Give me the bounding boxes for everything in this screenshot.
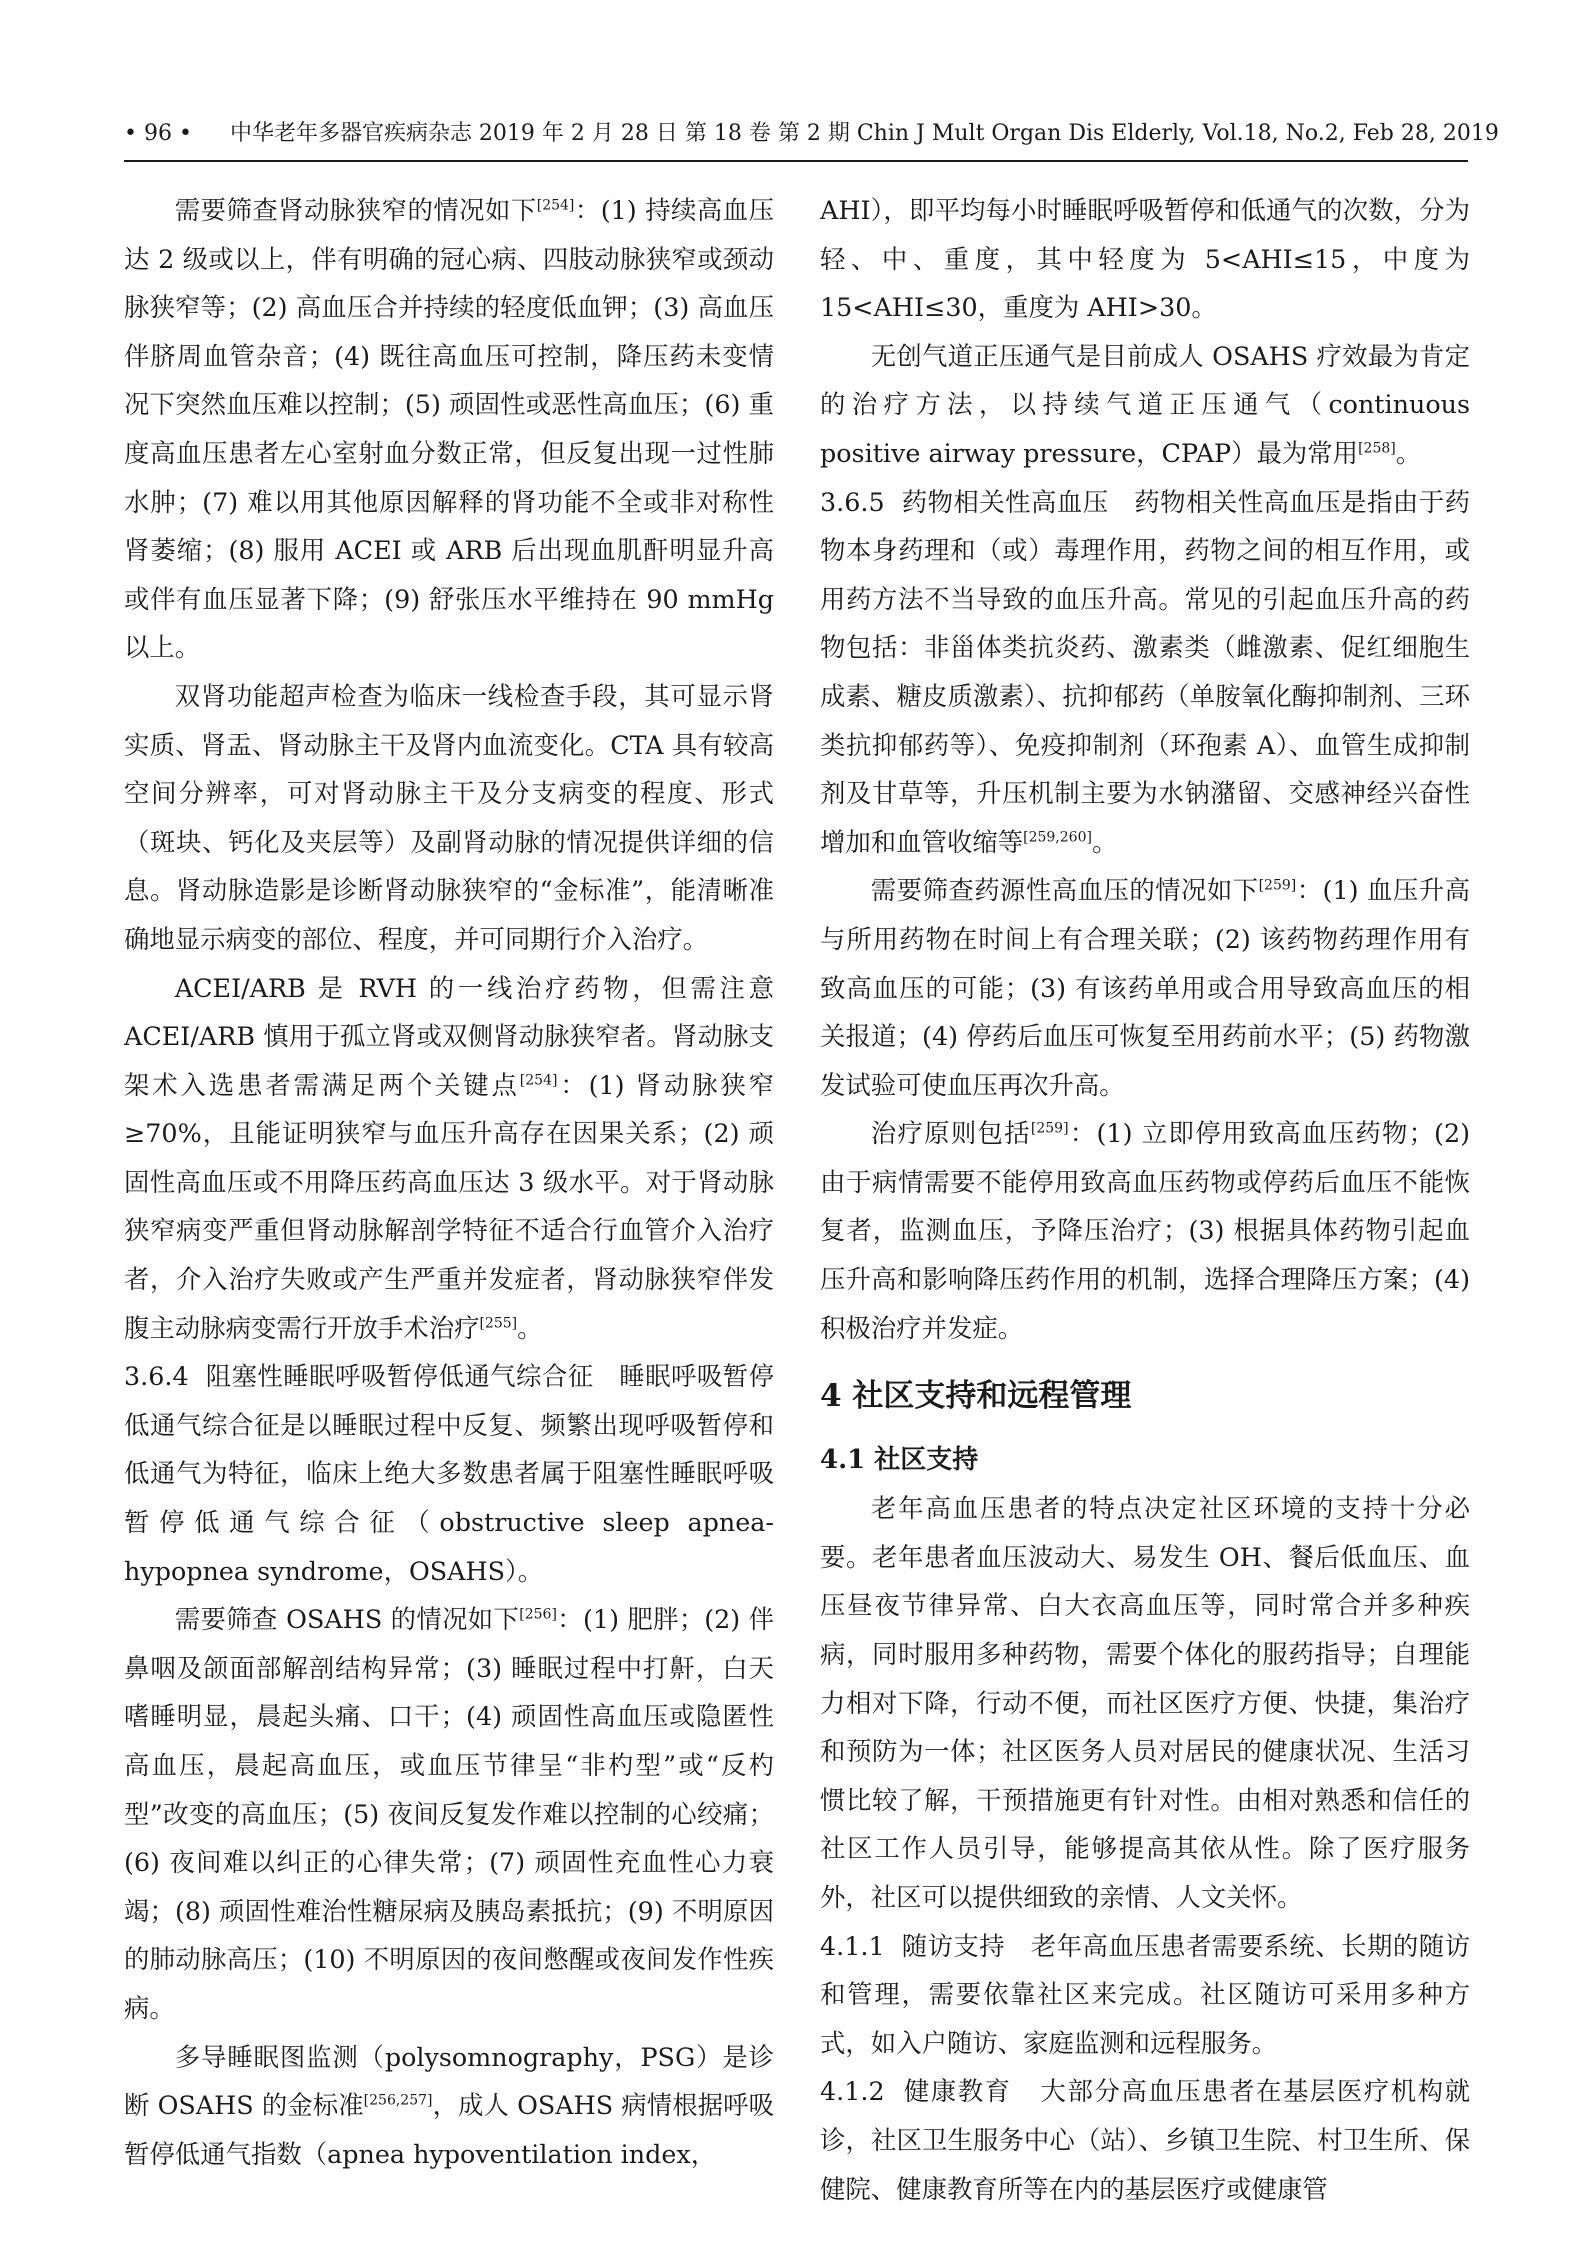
right-column [820, 186, 1470, 2213]
paragraph-renal-treatment: ACEI/ARB 是 RVH 的一线治疗药物，但需注意 ACEI/ARB 慎用于孤立肾或双侧肾动脉狭窄者。肾动脉支架术入选患者需满足两个关键点[254]：(1) 肾动脉狭窄≥70%，且能证明狭窄与血压升高存在因果关系；(2) 顽固性高血压或不用降压药高血压达 3 级水平。对于肾动脉狭窄病变严重但肾动脉解剖学特征不适合行血管介入治疗者，介入治疗失败或产生严重并发症者，肾动脉狭窄伴发腹主动脉病变需行开放手术治疗[255]。 [124, 972, 774, 1343]
page-number: • 96 • [124, 121, 192, 146]
section-title: 药物相关性高血压 [901, 486, 1109, 517]
citation-marker: [255] [479, 1315, 518, 1332]
section-4-1-1 [820, 1922, 1470, 2068]
paragraph-drug-screening: 需要筛查药源性高血压的情况如下[259]：(1) 血压升高与所用药物在时间上有合理关联；(2) 该药物药理作用有致高血压的可能；(3) 有该药单用或合用导致高血压的相关报道；(4) 停药后血压可恢复至用药前水平；(5) 药物激发试验可使血压再次升高。 [820, 875, 1470, 1100]
paragraph-community-support: 老年高血压患者的特点决定社区环境的支持十分必要。老年患者血压波动大、易发生 OH、餐后低血压、血压昼夜节律异常、白大衣高血压等，同时常合并多种疾病，同时服用多种药物，需要个体化的服药指导；自理能力相对下降，行动不便，而社区医疗方便、快捷，集治疗和预防为一体；社区医务人员对居民的健康状况、生活习惯比较了解，干预措施更有针对性。由相对熟悉和信任的社区工作人员引导，能够提高其依从性。除了医疗服务外，社区可以提供细致的亲情、人文关怀。 [820, 1493, 1470, 1912]
citation-marker: [256,257] [363, 2092, 433, 2109]
section-number: 4.1.1 [820, 1930, 885, 1961]
paragraph-treatment-principles: 治疗原则包括[259]：(1) 立即停用致高血压药物；(2) 由于病情需要不能停用致高血压药物或停药后血压不能恢复者，监测血压，予降压治疗；(3) 根据具体药物引起血压升高和影响降压药作用的机制，选择合理降压方案；(4) 积极治疗并发症。 [820, 1118, 1471, 1343]
section-title: 阻塞性睡眠呼吸暂停低通气综合征 [205, 1361, 594, 1392]
section-text: 大部分高血压患者在基层医疗机构就诊，社区卫生服务中心（站）、乡镇卫生院、村卫生所、保健院、健康教育所等在内的基层医疗或健康管 [820, 2076, 1471, 2204]
section-text: 药物相关性高血压是指由于药物本身药理和（或）毒理作用，药物之间的相互作用，或用药方法不当导致的血压升高。常见的引起血压升高的药物包括：非甾体类抗炎药、激素类（雌激素、促红细胞生成素、糖皮质激素）、抗抑郁药（单胺氧化酶抑制剂、三环类抗抑郁药等）、免疫抑制剂（环孢素 A）、血管生成抑制剂及甘草等，升压机制主要为水钠潴留、交感神经兴奋性增加和血管收缩等[259,260]。 [820, 486, 1470, 857]
section-3-6-5 [820, 478, 1470, 867]
section-text: 老年高血压患者需要系统、长期的随访和管理，需要依靠社区来完成。社区随访可采用多种方式，如入户随访、家庭监测和远程服务。 [820, 1930, 1470, 2058]
citation-marker: [259] [1030, 1120, 1069, 1137]
section-number: 3.6.5 [820, 486, 885, 517]
section-title: 健康教育 [903, 2076, 1012, 2107]
running-header [124, 118, 1499, 162]
citation-marker: [254] [519, 1072, 558, 1089]
paragraph-renal-screening: 需要筛查肾动脉狭窄的情况如下[254]：(1) 持续高血压达 2 级或以上，伴有明确的冠心病、四肢动脉狭窄或颈动脉狭窄等；(2) 高血压合并持续的轻度低血钾；(3) 高血压伴脐周血管杂音；(4) 既往高血压可控制，降压药未变情况下突然血压难以控制；(5) 顽固性或恶性高血压；(6) 重度高血压患者左心室射血分数正常，但反复出现一过性肺水肿；(7) 难以用其他原因解释的肾功能不全或非对称性肾萎缩；(8) 服用 ACEI 或 ARB 后出现血肌酐明显升高或伴有血压显著下降；(9) 舒张压水平维持在 90 mmHg以上。 [124, 195, 775, 663]
paragraph-osahs-screening: 需要筛查 OSAHS 的情况如下[256]：(1) 肥胖；(2) 伴鼻咽及颌面部解剖结构异常；(3) 睡眠过程中打鼾，白天嗜睡明显，晨起头痛、口干；(4) 顽固性高血压或隐匿性高血压，晨起高血压，或血压节律呈“非杓型”或“反杓型”改变的高血压；(5) 夜间反复发作难以控制的心绞痛；(6) 夜间难以纠正的心律失常；(7) 顽固性充血性心力衰竭；(8) 顽固性难治性糖尿病及胰岛素抵抗；(9) 不明原因的肺动脉高压；(10) 不明原因的夜间憋醒或夜间发作性疾病。 [124, 1604, 774, 2023]
citation-marker: [254] [536, 197, 575, 214]
section-3-6-4 [124, 1352, 774, 1595]
citation-marker: [259] [1258, 877, 1297, 894]
paragraph-cpap: 无创气道正压通气是目前成人 OSAHS 疗效最为肯定的治疗方法，以持续气道正压通气（continuous positive airway pressure，CPAP）最为常用[258]。 [820, 340, 1470, 468]
section-title: 随访支持 [901, 1930, 1006, 1961]
paragraph-renal-imaging: 双肾功能超声检查为临床一线检查手段，其可显示肾实质、肾盂、肾动脉主干及肾内血流变化。CTA 具有较高空间分辨率，可对肾动脉主干及分支病变的程度、形式（斑块、钙化及夹层等）及副肾动脉的情况提供详细的信息。肾动脉造影是诊断肾动脉狭窄的“金标准”，能清晰准确地显示病变的部位、程度，并可同期行介入治疗。 [124, 680, 774, 954]
paragraph-psg: 多导睡眠图监测（polysomnography，PSG）是诊断 OSAHS 的金标准[256,257]，成人 OSAHS 病情根据呼吸暂停低通气指数（apnea hypoventilation index， [124, 2041, 774, 2169]
heading-section-4-1: 4.1 社区支持 [820, 1445, 979, 1476]
journal-citation: 中华老年多器官疾病杂志 2019 年 2 月 28 日 第 18 卷 第 2 期 Chin J Mult Organ Dis Elderly, Vol.18, No.2, Feb 28, 2019 [229, 121, 1499, 146]
citation-marker: [259,260] [1023, 829, 1092, 846]
citation-marker: [258] [1358, 440, 1396, 457]
section-number: 3.6.4 [124, 1361, 189, 1392]
section-text: 睡眠呼吸暂停低通气综合征是以睡眠过程中反复、频繁出现呼吸暂停和低通气为特征，临床上绝大多数患者属于阻塞性睡眠呼吸暂停低通气综合征（obstructive sleep apnea-hypopnea syndrome，OSAHS）。 [124, 1361, 775, 1586]
section-4-1-2 [820, 2067, 1470, 2213]
heading-section-4: 4 社区支持和远程管理 [820, 1378, 1132, 1415]
left-column [124, 186, 774, 2178]
citation-marker: [256] [519, 1606, 557, 1623]
paragraph-ahi: AHI），即平均每小时睡眠呼吸暂停和低通气的次数，分为轻、中、重度，其中轻度为 5<AHI≤15，中度为 15<AHI≤30，重度为 AHI>30。 [820, 195, 1470, 323]
section-number: 4.1.2 [820, 2076, 885, 2107]
